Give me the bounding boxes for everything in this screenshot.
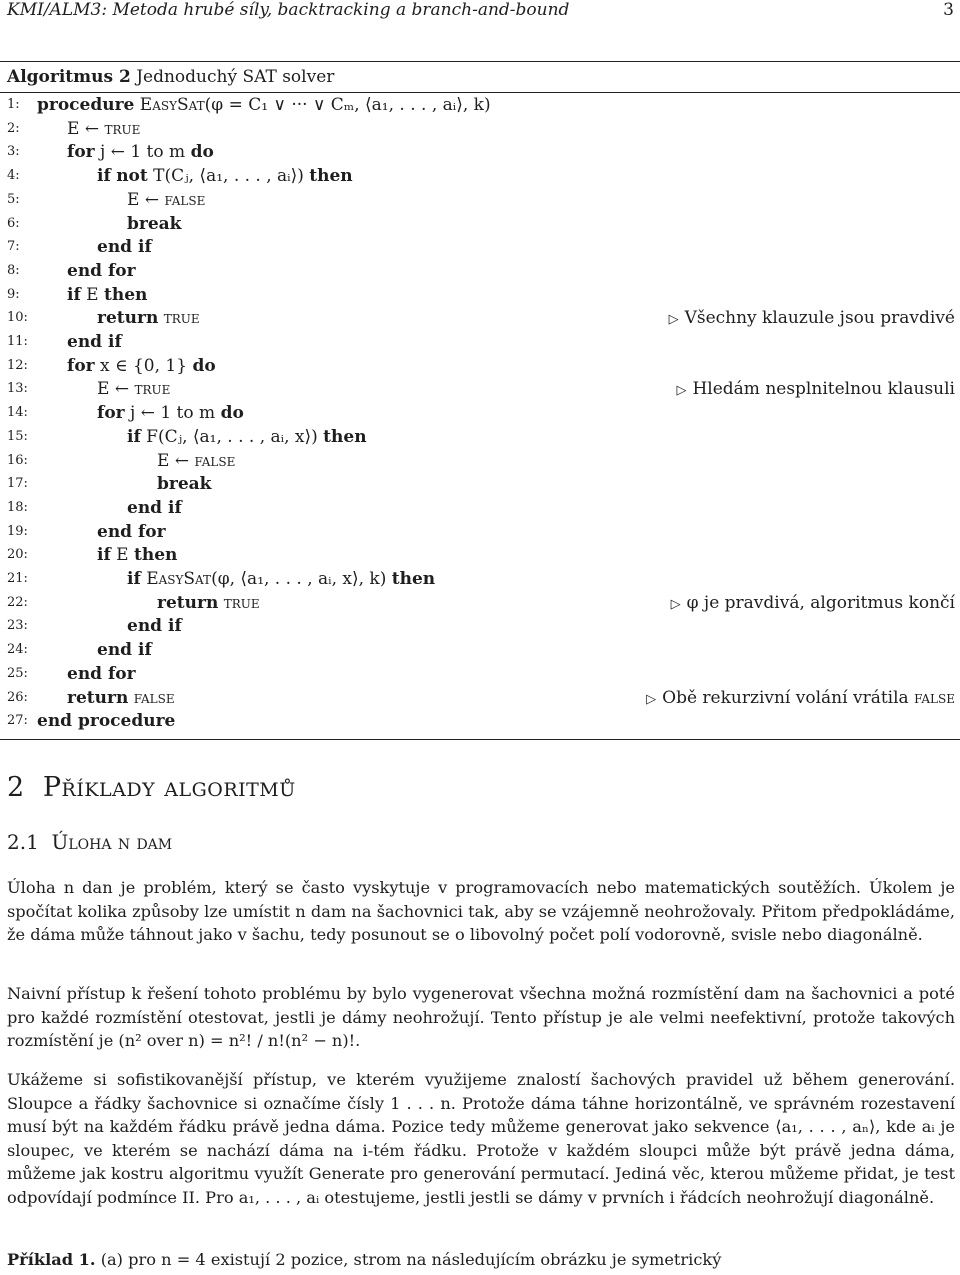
line-code: if F(Cⱼ, ⟨a₁, . . . , aᵢ, x⟩) then	[127, 426, 367, 447]
algorithm-line	[7, 615, 955, 637]
comment-triangle-icon: ▷	[646, 691, 657, 707]
algorithm-line	[7, 307, 955, 329]
comment-text: Hledám nesplnitelnou klausuli	[692, 379, 955, 400]
page-number: 3	[943, 0, 954, 20]
line-number: 24:	[7, 642, 28, 658]
algorithm-line	[7, 260, 955, 282]
algorithm-line	[7, 426, 955, 448]
paragraph-example	[7, 1248, 955, 1272]
paragraph-approach: Ukážeme si sofistikovanější přístup, ve kterém využijeme znalostí šachových pravidel už během generování. Sloupce a řádky šachovnice si označíme čísly 1 . . . n. Protože dáma táhne horizontálně, ve správném rozestavení musí být na každém řádku právě jedna dáma. Pozice tedy můžeme generovat jako sekvence ⟨a₁, . . . , aₙ⟩, kde aᵢ je sloupec, ve kterém se nachází dáma na i-tém řádku. Protože v každém sloupci může být právě jedna dáma, můžeme jak kostru algoritmu využít Generate pro generování permutací. Jediná věc, kterou můžeme přidat, je test odpovídají podmínce II. Pro a₁, . . . , aᵢ otestujeme, jestli jestli se dámy v prvních i řádcích neohrožují diagonálně.	[7, 1070, 955, 1207]
line-code: end if	[127, 616, 182, 637]
header-title: KMI/ALM3: Metoda hrubé síly, backtracking a branch-and-bound	[7, 0, 570, 20]
paragraph-problem: Úloha n dan je problém, který se často vyskytuje v programovacích nebo matematických soutěžích. Úkolem je spočítat kolika způsoby lze umístit n dam na šachovnici tak, aby se vzájemně neohrožovaly. Přitom předpokládáme, že dáma může táhnout jako v šachu, tedy posunout se o libovolný počet polí vodorovně, svisle nebo diagonálně.	[7, 878, 955, 945]
algorithm-line	[7, 592, 955, 614]
line-number: 5:	[7, 191, 20, 207]
subsection-number: 2.1	[7, 830, 39, 854]
comment-text: Všechny klauzule jsou pravdivé	[684, 308, 955, 329]
line-number: 12:	[7, 357, 28, 373]
section-number: 2	[7, 772, 25, 803]
line-code: end procedure	[37, 711, 176, 732]
algorithm-line	[7, 284, 955, 306]
running-header	[7, 0, 954, 22]
line-code: for j ← 1 to m do	[67, 142, 214, 163]
line-number: 18:	[7, 499, 28, 515]
section-heading	[7, 772, 296, 803]
line-number: 7:	[7, 239, 20, 255]
line-comment	[669, 307, 955, 331]
line-number: 6:	[7, 215, 20, 231]
line-number: 25:	[7, 665, 28, 681]
comment-text: Obě rekurzivní volání vrátila false	[662, 687, 955, 708]
line-code: return true	[97, 308, 200, 329]
algorithm-top-rule	[0, 61, 960, 62]
line-number: 10:	[7, 310, 28, 326]
line-code: end if	[127, 497, 182, 518]
line-number: 19:	[7, 523, 28, 539]
line-code: end if	[97, 640, 152, 661]
line-number: 26:	[7, 689, 28, 705]
line-number: 2:	[7, 120, 20, 136]
algorithm-line	[7, 213, 955, 235]
line-number: 11:	[7, 334, 28, 349]
algorithm-line	[7, 165, 955, 187]
algorithm-line	[7, 189, 955, 211]
comment-text: φ je pravdivá, algoritmus končí	[686, 592, 955, 613]
line-number: 17:	[7, 476, 28, 492]
algorithm-label: Algoritmus 2	[7, 67, 131, 87]
line-code: if EasySat(φ, ⟨a₁, . . . , aᵢ, x⟩, k) then	[127, 569, 436, 589]
algorithm-line	[7, 710, 955, 732]
line-number: 9:	[7, 286, 20, 302]
algorithm-line	[7, 118, 955, 140]
line-code: end for	[67, 260, 136, 281]
line-number: 13:	[7, 381, 28, 397]
example-text: (a) pro n = 4 existují 2 pozice, strom na následujícím obrázku je symetrický	[100, 1250, 722, 1269]
line-number: 22:	[7, 594, 28, 610]
line-comment	[646, 687, 955, 711]
line-comment	[676, 378, 955, 402]
algorithm-line	[7, 141, 955, 163]
algorithm-line	[7, 687, 955, 709]
subsection-heading	[7, 830, 172, 854]
line-number: 27:	[7, 713, 28, 729]
line-code: if not T(Cⱼ, ⟨a₁, . . . , aᵢ⟩) then	[97, 166, 353, 187]
line-code: procedure EasySat(φ = C₁ ∨ ··· ∨ Cₘ, ⟨a₁, . . . , aᵢ⟩, k)	[37, 95, 491, 115]
algorithm-line	[7, 497, 955, 519]
algorithm-line	[7, 473, 955, 495]
line-number: 23:	[7, 618, 28, 634]
algorithm-line	[7, 450, 955, 472]
algorithm-line	[7, 355, 955, 377]
line-code: for x ∈ {0, 1} do	[67, 355, 216, 376]
line-number: 1:	[7, 97, 20, 112]
line-number: 3:	[7, 144, 20, 160]
line-number: 21:	[7, 571, 28, 586]
line-code: return true	[157, 592, 260, 613]
line-number: 16:	[7, 452, 28, 468]
line-code: for j ← 1 to m do	[97, 403, 244, 424]
line-code: E ← false	[157, 450, 236, 471]
algorithm-line	[7, 639, 955, 661]
algorithm-line	[7, 236, 955, 258]
section-title: Příklady algoritmů	[42, 772, 296, 803]
algorithm-caption-rule	[0, 92, 960, 93]
algorithm-line	[7, 568, 955, 590]
line-code: break	[157, 474, 212, 495]
line-number: 14:	[7, 405, 28, 421]
line-code: E ← true	[67, 118, 141, 139]
line-code: end for	[97, 521, 166, 542]
algorithm-line	[7, 663, 955, 685]
line-code: end if	[67, 332, 122, 352]
comment-triangle-icon: ▷	[668, 312, 679, 328]
comment-triangle-icon: ▷	[676, 383, 687, 399]
algorithm-line	[7, 331, 955, 353]
algorithm-line	[7, 521, 955, 543]
line-number: 15:	[7, 428, 28, 444]
subsection-title: Úloha n dam	[51, 830, 173, 854]
line-code: return false	[67, 687, 175, 708]
line-number: 4:	[7, 168, 20, 184]
line-code: break	[127, 213, 182, 234]
algorithm-line	[7, 94, 955, 116]
line-number: 20:	[7, 547, 28, 563]
example-label: Příklad 1.	[7, 1250, 96, 1269]
algorithm-caption	[7, 67, 334, 87]
algorithm-bottom-rule	[0, 739, 960, 740]
algorithm-line	[7, 402, 955, 424]
paragraph-naive: Naivní přístup k řešení tohoto problému by bylo vygenerovat všechna možná rozmístění dam na šachovnici a poté pro každé rozmístění otestovat, jestli je dámy neohrožují. Tento přístup je ale velmi neefektivní, protože takových rozmístění je (n² over n) = n²! / n!(n² − n)!.	[7, 984, 955, 1051]
line-code: end for	[67, 663, 136, 684]
line-code: if E then	[97, 545, 178, 566]
line-comment	[671, 592, 955, 616]
comment-triangle-icon: ▷	[670, 596, 681, 612]
line-number: 8:	[7, 262, 20, 278]
algorithm-title: Jednoduchý SAT solver	[136, 67, 335, 87]
line-code: E ← true	[97, 379, 171, 400]
line-code: E ← false	[127, 189, 206, 210]
line-code: end if	[97, 237, 152, 258]
algorithm-line	[7, 378, 955, 400]
line-code: if E then	[67, 284, 148, 305]
algorithm-line	[7, 544, 955, 566]
